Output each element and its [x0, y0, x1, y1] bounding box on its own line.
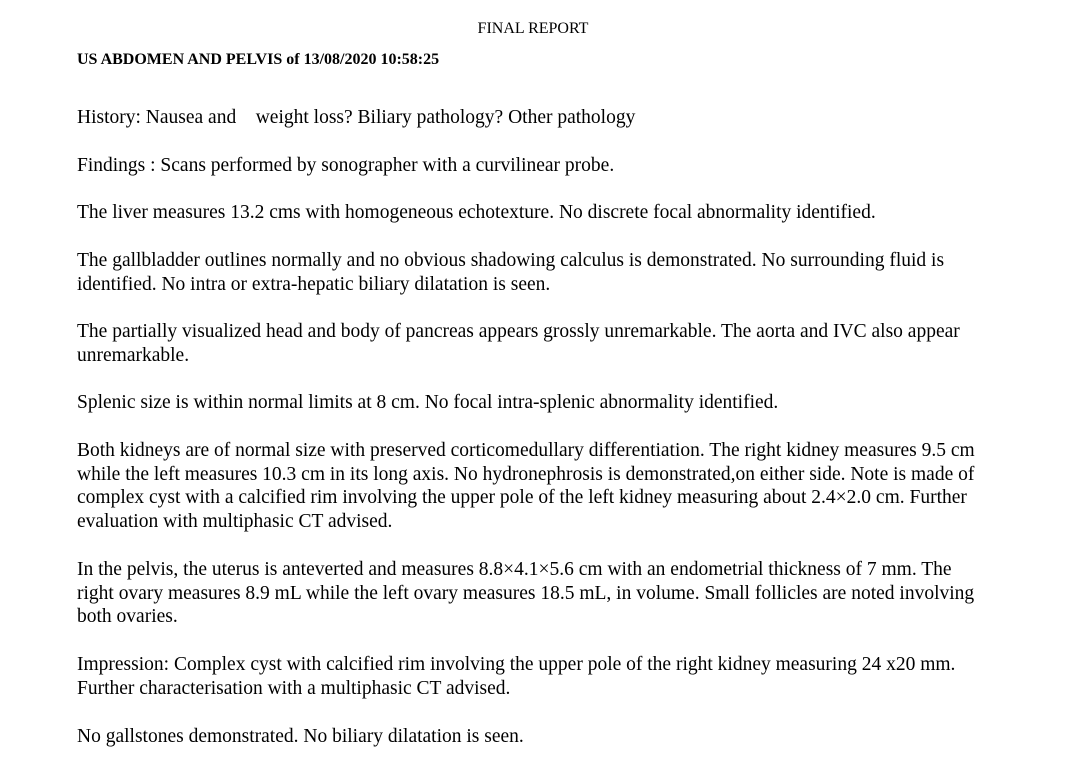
- findings-paragraph: Findings : Scans performed by sonographer with a curvilinear probe.: [77, 155, 615, 176]
- spleen-paragraph: Splenic size is within normal limits at 8 cm. No focal intra-splenic abnormality identified.: [77, 392, 779, 413]
- kidneys-paragraph: Both kidneys are of normal size with preserved corticomedullary differentiation. The right kidney measures 9.5 cm while the left measures 10.3 cm in its long axis. No hydronephrosis is demonstrated,on either side. Note is made of complex cyst with a calcified rim involving the upper pole of the left kidney measuring about 2.4×2.0 cm. Further evaluation with multiphasic CT advised.: [77, 440, 975, 532]
- exam-heading: US ABDOMEN AND PELVIS of 13/08/2020 10:58:25: [77, 51, 440, 68]
- conclusion-paragraph: No gallstones demonstrated. No biliary dilatation is seen.: [77, 726, 524, 747]
- history-paragraph: History: Nausea and weight loss? Biliary pathology? Other pathology: [77, 107, 636, 128]
- report-title: FINAL REPORT: [477, 20, 589, 37]
- gallbladder-paragraph: The gallbladder outlines normally and no obvious shadowing calculus is demonstrated. No surrounding fluid is identified. No intra or extra-hepatic biliary dilatation is seen.: [77, 250, 945, 295]
- impression-paragraph: Impression: Complex cyst with calcified rim involving the upper pole of the right kidney measuring 24 x20 mm. Further characterisation with a multiphasic CT advised.: [77, 654, 956, 699]
- pancreas-paragraph: The partially visualized head and body of pancreas appears grossly unremarkable. The aorta and IVC also appear unremarkable.: [77, 321, 960, 366]
- pelvis-paragraph: In the pelvis, the uterus is anteverted and measures 8.8×4.1×5.6 cm with an endometrial thickness of 7 mm. The right ovary measures 8.9 mL while the left ovary measures 18.5 mL, in volume. Small follicles are noted involving both ovaries.: [77, 559, 975, 627]
- liver-paragraph: The liver measures 13.2 cms with homogeneous echotexture. No discrete focal abnormality identified.: [77, 202, 876, 223]
